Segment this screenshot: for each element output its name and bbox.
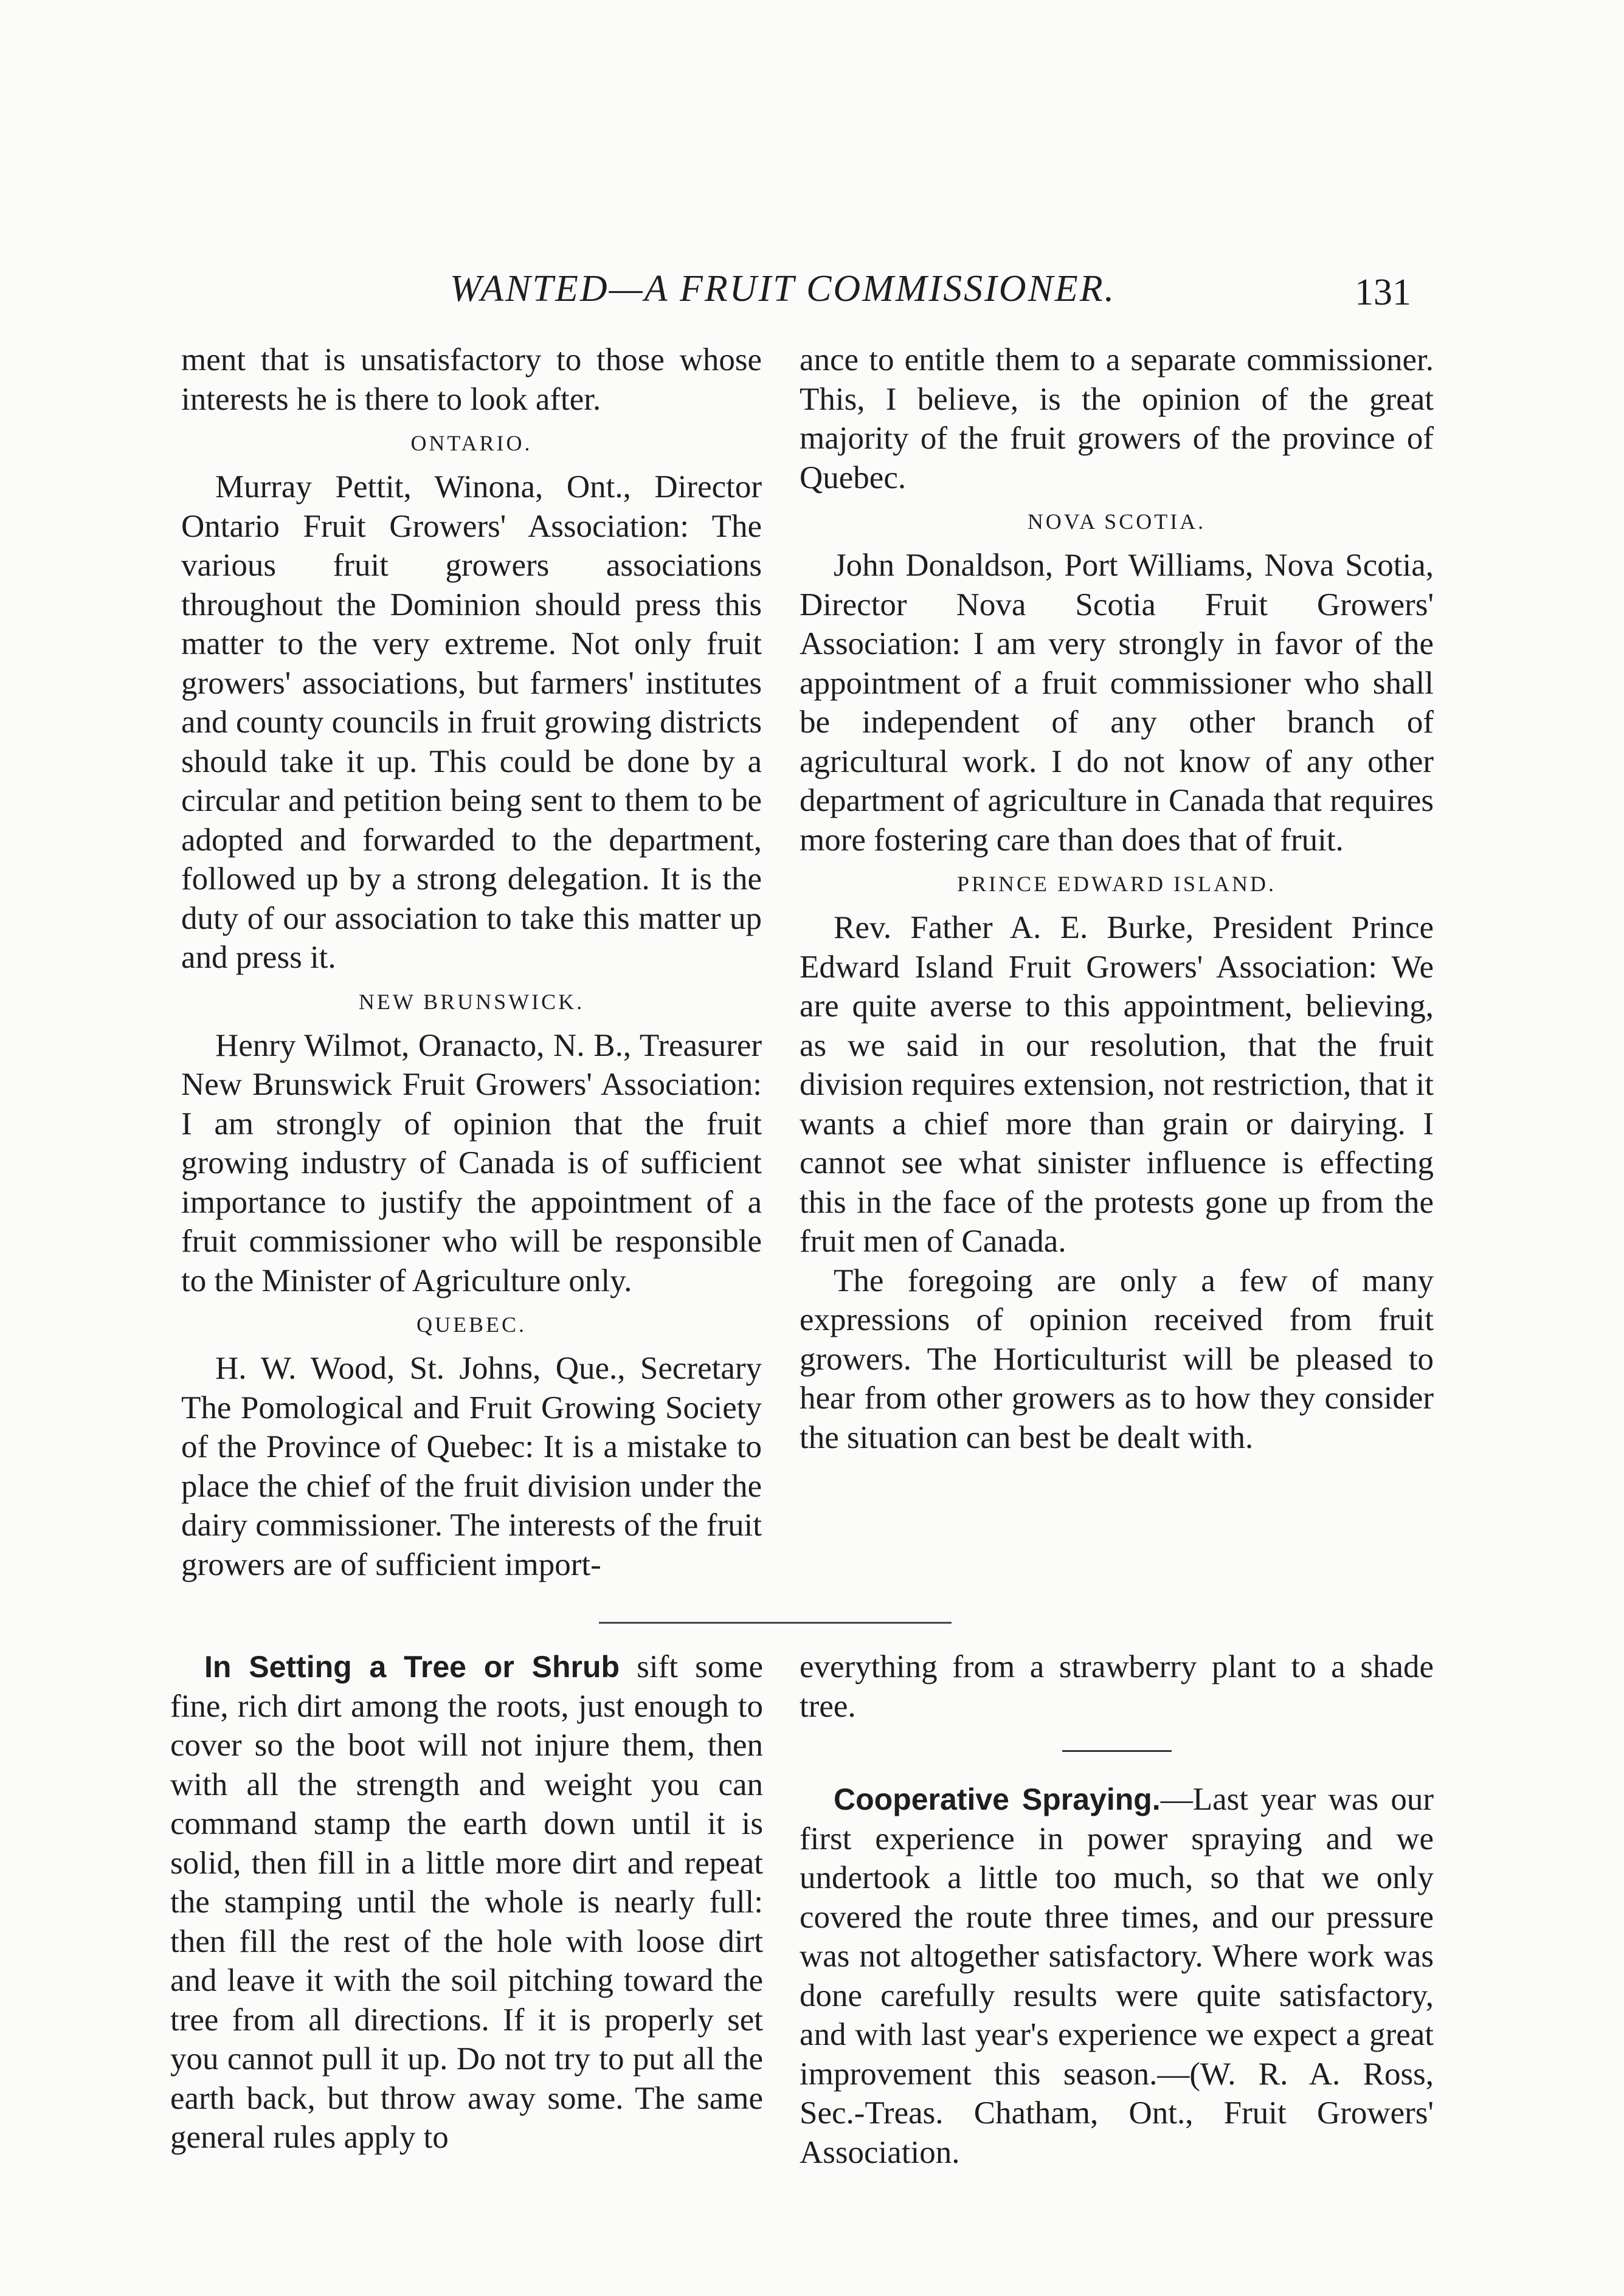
right-column bbox=[800, 340, 1434, 1457]
tree-setting-continuation: everything from a strawberry plant to a shade tree. bbox=[800, 1649, 1434, 1724]
quebec-paragraph: H. W. Wood, St. Johns, Que., Secretary The Pomological and Fruit Growing Society of the Province of Quebec: It is a mistake to place the chief of the fruit division under the dairy commissioner. The interests of the fruit growers are of sufficient import- bbox=[181, 1351, 762, 1582]
article-divider bbox=[1062, 1750, 1172, 1752]
tree-setting-paragraph bbox=[170, 1647, 763, 2157]
spraying-title: Cooperative Spraying. bbox=[834, 1782, 1161, 1816]
closing-paragraph: The foregoing are only a few of many expressions of opinion received from fruit growers. The Horticulturist will be pleased to hear from other growers as to how they consider the situation can best be dealt with. bbox=[800, 1263, 1434, 1455]
running-title: WANTED—A FRUIT COMMISSIONER. bbox=[450, 268, 1116, 309]
continuation-text: ance to entitle them to a separate commissioner. This, I believe, is the opinion of the great majority of the fruit growers of the province of Quebec. bbox=[800, 342, 1434, 495]
spraying-paragraph bbox=[800, 1780, 1434, 2172]
pei-paragraph: Rev. Father A. E. Burke, President Prince Edward Island Fruit Growers' Association: We are quite averse to this appointment, believing, as we said in our resolution, that the fruit division requires extension, not restriction, that it wants a chief more than grain or dairying. I cannot see what sinister influence is effecting this in the face of the protests gone up from the fruit men of Canada. bbox=[800, 910, 1434, 1259]
heading-quebec: QUEBEC. bbox=[416, 1312, 527, 1337]
heading-prince-edward-island: PRINCE EDWARD ISLAND. bbox=[957, 872, 1276, 896]
tree-setting-article bbox=[170, 1647, 763, 2157]
heading-new-brunswick: NEW BRUNSWICK. bbox=[358, 989, 585, 1014]
page-number: 131 bbox=[1355, 272, 1411, 313]
tree-setting-text: sift some fine, rich dirt among the roots, just enough to cover so the boot will not injure them, then with all the strength and weight you can command stamp the earth down until it is solid, then fill in a little more dirt and repeat the stamping until the whole is nearly full: then fill the rest of the hole with loose dirt and leave it with the soil pitching toward the tree from all directions. If it is properly set you cannot pull it up. Do not try to put all the earth back, but throw away some. The same general rules apply to bbox=[170, 1649, 763, 2155]
page-header bbox=[0, 267, 1624, 316]
right-bottom-column bbox=[800, 1647, 1434, 2172]
left-column bbox=[181, 340, 762, 1584]
new-brunswick-paragraph: Henry Wilmot, Oranacto, N. B., Treasurer New Brunswick Fruit Growers' Association: I am strongly of opinion that the fruit growing industry of Canada is of sufficient importance to justify the appointment of a fruit commissioner who will be responsible to the Minister of Agriculture only. bbox=[181, 1027, 762, 1298]
ontario-paragraph: Murray Pettit, Winona, Ont., Director Ontario Fruit Growers' Association: The various fruit growers associations throughout the Dominion should press this matter to the very extreme. Not only fruit growers' associations, but farmers' institutes and county councils in fruit growing districts should take it up. This could be done by a circular and petition being sent to them to be adopted and forwarded to the department, followed up by a strong delegation. It is the duty of our association to take this matter up and press it. bbox=[181, 469, 762, 975]
nova-scotia-paragraph: John Donaldson, Port Williams, Nova Scotia, Director Nova Scotia Fruit Growers' Association: I am very strongly in favor of the appointment of a fruit commissioner who shall be independent of any other branch of agricultural work. I do not know of any other department of agriculture in Canada that requires more fostering care than does that of fruit. bbox=[800, 548, 1434, 858]
heading-ontario: ONTARIO. bbox=[410, 431, 533, 455]
spraying-text: —Last year was our first experience in power spraying and we undertook a little too much, so that we only covered the route three times, and our pressure was not altogether satisfactory. Where work was done carefully results were quite satisfactory, and with last year's experience we expect a great improvement this season.—(W. R. A. Ross, Sec.-Treas. Chatham, Ont., Fruit Growers' Association. bbox=[800, 1782, 1434, 2170]
continuation-text: ment that is unsatisfactory to those whose interests he is there to look after. bbox=[181, 342, 762, 417]
tree-setting-title: In Setting a Tree or Shrub bbox=[204, 1650, 620, 1684]
heading-nova-scotia: NOVA SCOTIA. bbox=[1027, 509, 1206, 534]
section-divider bbox=[599, 1622, 952, 1624]
